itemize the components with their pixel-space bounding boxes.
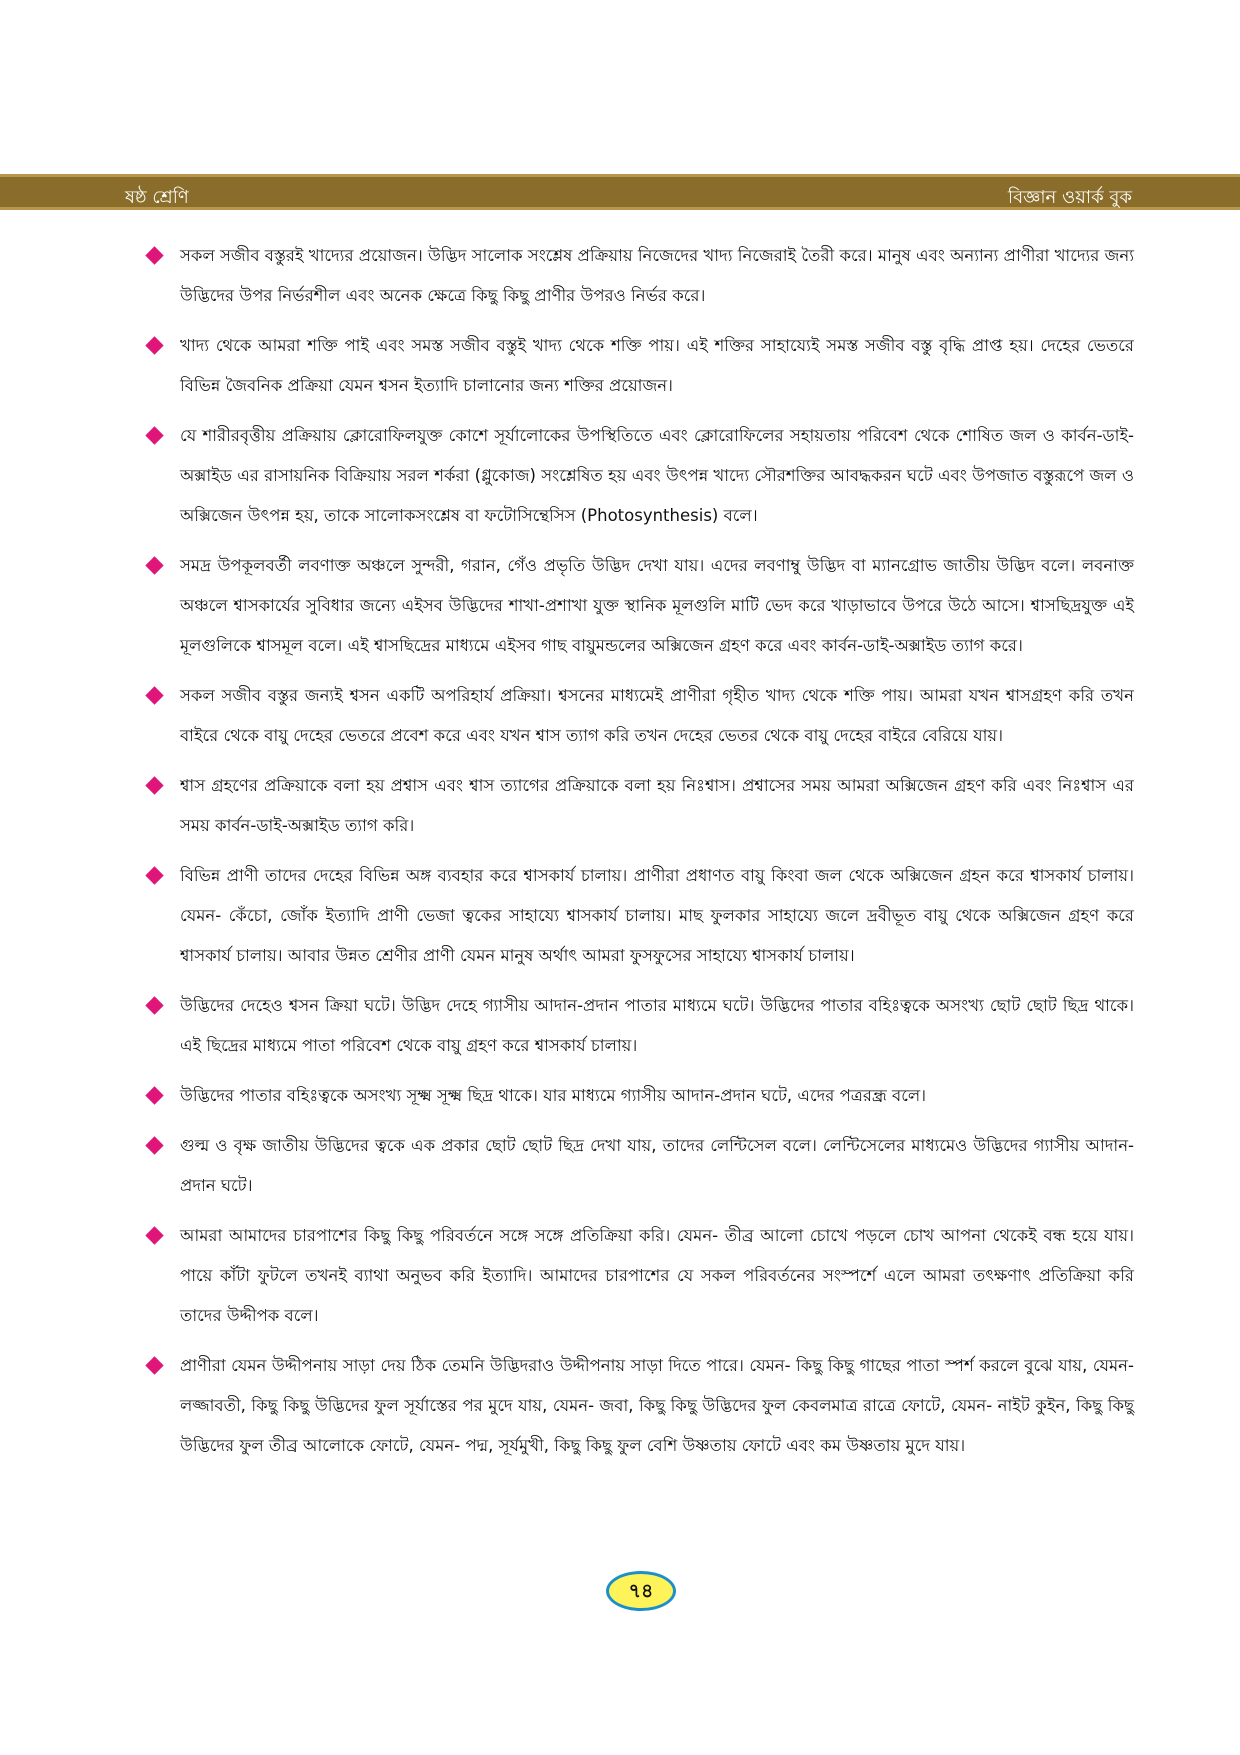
book-title: বিজ্ঞান ওয়ার্ক বুক — [1007, 187, 1132, 208]
class-label: ষষ্ঠ শ্রেণি — [125, 187, 189, 208]
bullet-item — [148, 856, 1134, 976]
bullet-item — [148, 676, 1134, 756]
bullet-text: গুল্ম ও বৃক্ষ জাতীয় উদ্ভিদের ত্বকে এক প্রকার ছোট ছোট ছিদ্র দেখা যায়, তাদের লেন্টিসেল বলে। লেন্টিসেলের মাধ্যমেও উদ্ভিদের গ্যাসীয় আদান-প্রদান ঘটে। — [180, 1136, 1134, 1195]
bullet-item — [148, 326, 1134, 406]
bullet-text: আমরা আমাদের চারপাশের কিছু কিছু পরিবর্তনে সঙ্গে সঙ্গে প্রতিক্রিয়া করি। যেমন- তীব্র আলো চোখে পড়লে চোখ আপনা থেকেই বন্ধ হয়ে যায়। পায়ে কাঁটা ফুটলে তখনই ব্যাথা অনুভব করি ইত্যাদি। আমাদের চারপাশের যে সকল পরিবর্তনের সংস্পর্শে এলে আমরা তৎক্ষণাৎ প্রতিক্রিয়া করি তাদের উদ্দীপক বলে। — [180, 1226, 1134, 1325]
diamond-bullet-icon — [145, 1136, 163, 1154]
diamond-bullet-icon — [145, 1226, 163, 1244]
bullet-text: উদ্ভিদের দেহেও শ্বসন ক্রিয়া ঘটে। উদ্ভিদ দেহে গ্যাসীয় আদান-প্রদান পাতার মাধ্যমে ঘটে। উদ্ভিদের পাতার বহিঃত্বকে অসংখ্য ছোট ছোট ছিদ্র থাকে। এই ছিদ্রের মাধ্যমে পাতা পরিবেশ থেকে বায়ু গ্রহণ করে শ্বাসকার্য চালায়। — [180, 996, 1134, 1055]
diamond-bullet-icon — [145, 246, 163, 264]
diamond-bullet-icon — [145, 1356, 163, 1374]
diamond-bullet-icon — [145, 426, 163, 444]
bullet-text: প্রাণীরা যেমন উদ্দীপনায় সাড়া দেয় ঠিক তেমনি উদ্ভিদরাও উদ্দীপনায় সাড়া দিতে পারে। যেমন- কিছু কিছু গাছের পাতা স্পর্শ করলে বুঝে যায়, যেমন- লজ্জাবতী, কিছু কিছু উদ্ভিদের ফুল সূর্যাস্তের পর মুদে যায়, যেমন- জবা, কিছু কিছু উদ্ভিদের ফুল কেবলমাত্র রাত্রে ফোটে, যেমন- নাইট কুইন, কিছু কিছু উদ্ভিদের ফুল তীব্র আলোকে ফোটে, যেমন- পদ্ম, সূর্যমুখী, কিছু কিছু ফুল বেশি উষ্ণতায় ফোটে এবং কম উষ্ণতায় মুদে যায়। — [180, 1356, 1134, 1455]
diamond-bullet-icon — [145, 336, 163, 354]
page-number-badge: ৭৪ — [606, 1571, 676, 1611]
bullet-item — [148, 546, 1134, 666]
bullet-item — [148, 236, 1134, 316]
diamond-bullet-icon — [145, 556, 163, 574]
bullet-text: যে শারীরবৃত্তীয় প্রক্রিয়ায় ক্লোরোফিলযুক্ত কোশে সূর্যালোকের উপস্থিতিতে এবং ক্লোরোফিলের সহায়তায় পরিবেশ থেকে শোষিত জল ও কার্বন-ডাই-অক্সাইড এর রাসায়নিক বিক্রিয়ায় সরল শর্করা (গ্লুকোজ) সংশ্লেষিত হয় এবং উৎপন্ন খাদ্যে সৌরশক্তির আবদ্ধকরন ঘটে এবং উপজাত বস্তুরূপে জল ও অক্সিজেন উৎপন্ন হয়, তাকে সালোকসংশ্লেষ বা ফটোসিন্থেসিস (Photosynthesis) বলে। — [180, 426, 1134, 525]
bullet-item — [148, 1346, 1134, 1466]
diamond-bullet-icon — [145, 1086, 163, 1104]
diamond-bullet-icon — [145, 996, 163, 1014]
bullet-list — [148, 236, 1134, 1476]
bullet-text: বিভিন্ন প্রাণী তাদের দেহের বিভিন্ন অঙ্গ ব্যবহার করে শ্বাসকার্য চালায়। প্রাণীরা প্রধাণত বায়ু কিংবা জল থেকে অক্সিজেন গ্রহন করে শ্বাসকার্য চালায়। যেমন- কেঁচো, জোঁক ইত্যাদি প্রাণী ভেজা ত্বকের সাহায্যে শ্বাসকার্য চালায়। মাছ ফুলকার সাহায্যে জলে দ্রবীভূত বায়ু থেকে অক্সিজেন গ্রহণ করে শ্বাসকার্য চালায়। আবার উন্নত শ্রেণীর প্রাণী যেমন মানুষ অর্থাৎ আমরা ফুসফুসের সাহায্যে শ্বাসকার্য চালায়। — [180, 866, 1134, 965]
bullet-item — [148, 766, 1134, 846]
bullet-item — [148, 416, 1134, 536]
bullet-item — [148, 986, 1134, 1066]
page-header-band — [0, 174, 1240, 210]
bullet-text: সমদ্র উপকূলবর্তী লবণাক্ত অঞ্চলে সুন্দরী, গরান, গেঁও প্রভৃতি উদ্ভিদ দেখা যায়। এদের লবণাম্বু উদ্ভিদ বা ম্যানগ্রোভ জাতীয় উদ্ভিদ বলে। লবনাক্ত অঞ্চলে শ্বাসকার্যের সুবিধার জন্যে এইসব উদ্ভিদের শাখা-প্রশাখা যুক্ত স্থানিক মূলগুলি মাটি ভেদ করে খাড়াভাবে উপরে উঠে আসে। শ্বাসছিদ্রযুক্ত এই মূলগুলিকে শ্বাসমূল বলে। এই শ্বাসছিদ্রের মাধ্যমে এইসব গাছ বায়ুমন্ডলের অক্সিজেন গ্রহণ করে এবং কার্বন-ডাই-অক্সাইড ত্যাগ করে। — [180, 556, 1134, 655]
bullet-text: উদ্ভিদের পাতার বহিঃত্বকে অসংখ্য সূক্ষ্ম সূক্ষ্ম ছিদ্র থাকে। যার মাধ্যমে গ্যাসীয় আদান-প্রদান ঘটে, এদের পত্ররন্ধ্র বলে। — [180, 1086, 927, 1105]
diamond-bullet-icon — [145, 686, 163, 704]
bullet-text: খাদ্য থেকে আমরা শক্তি পাই এবং সমস্ত সজীব বস্তুই খাদ্য থেকে শক্তি পায়। এই শক্তির সাহায্যেই সমস্ত সজীব বস্তু বৃদ্ধি প্রাপ্ত হয়। দেহের ভেতরে বিভিন্ন জৈবনিক প্রক্রিয়া যেমন শ্বসন ইত্যাদি চালানোর জন্য শক্তির প্রয়োজন। — [180, 336, 1134, 395]
bullet-text: সকল সজীব বস্তুরই খাদ্যের প্রয়োজন। উদ্ভিদ সালোক সংশ্লেষ প্রক্রিয়ায় নিজেদের খাদ্য নিজেরাই তৈরী করে। মানুষ এবং অন্যান্য প্রাণীরা খাদ্যের জন্য উদ্ভিদের উপর নির্ভরশীল এবং অনেক ক্ষেত্রে কিছু কিছু প্রাণীর উপরও নির্ভর করে। — [180, 246, 1135, 305]
bullet-text: শ্বাস গ্রহণের প্রক্রিয়াকে বলা হয় প্রশ্বাস এবং শ্বাস ত্যাগের প্রক্রিয়াকে বলা হয় নিঃশ্বাস। প্রশ্বাসের সময় আমরা অক্সিজেন গ্রহণ করি এবং নিঃশ্বাস এর সময় কার্বন-ডাই-অক্সাইড ত্যাগ করি। — [180, 776, 1134, 835]
bullet-item — [148, 1126, 1134, 1206]
diamond-bullet-icon — [145, 866, 163, 884]
bullet-item — [148, 1216, 1134, 1336]
diamond-bullet-icon — [145, 776, 163, 794]
bullet-item — [148, 1076, 1134, 1116]
bullet-text: সকল সজীব বস্তুর জন্যই শ্বসন একটি অপরিহার্য প্রক্রিয়া। শ্বসনের মাধ্যমেই প্রাণীরা গৃহীত খাদ্য থেকে শক্তি পায়। আমরা যখন শ্বাসগ্রহণ করি তখন বাইরে থেকে বায়ু দেহের ভেতরে প্রবেশ করে এবং যখন শ্বাস ত্যাগ করি তখন দেহের ভেতর থেকে বায়ু দেহের বাইরে বেরিয়ে যায়। — [180, 686, 1134, 745]
